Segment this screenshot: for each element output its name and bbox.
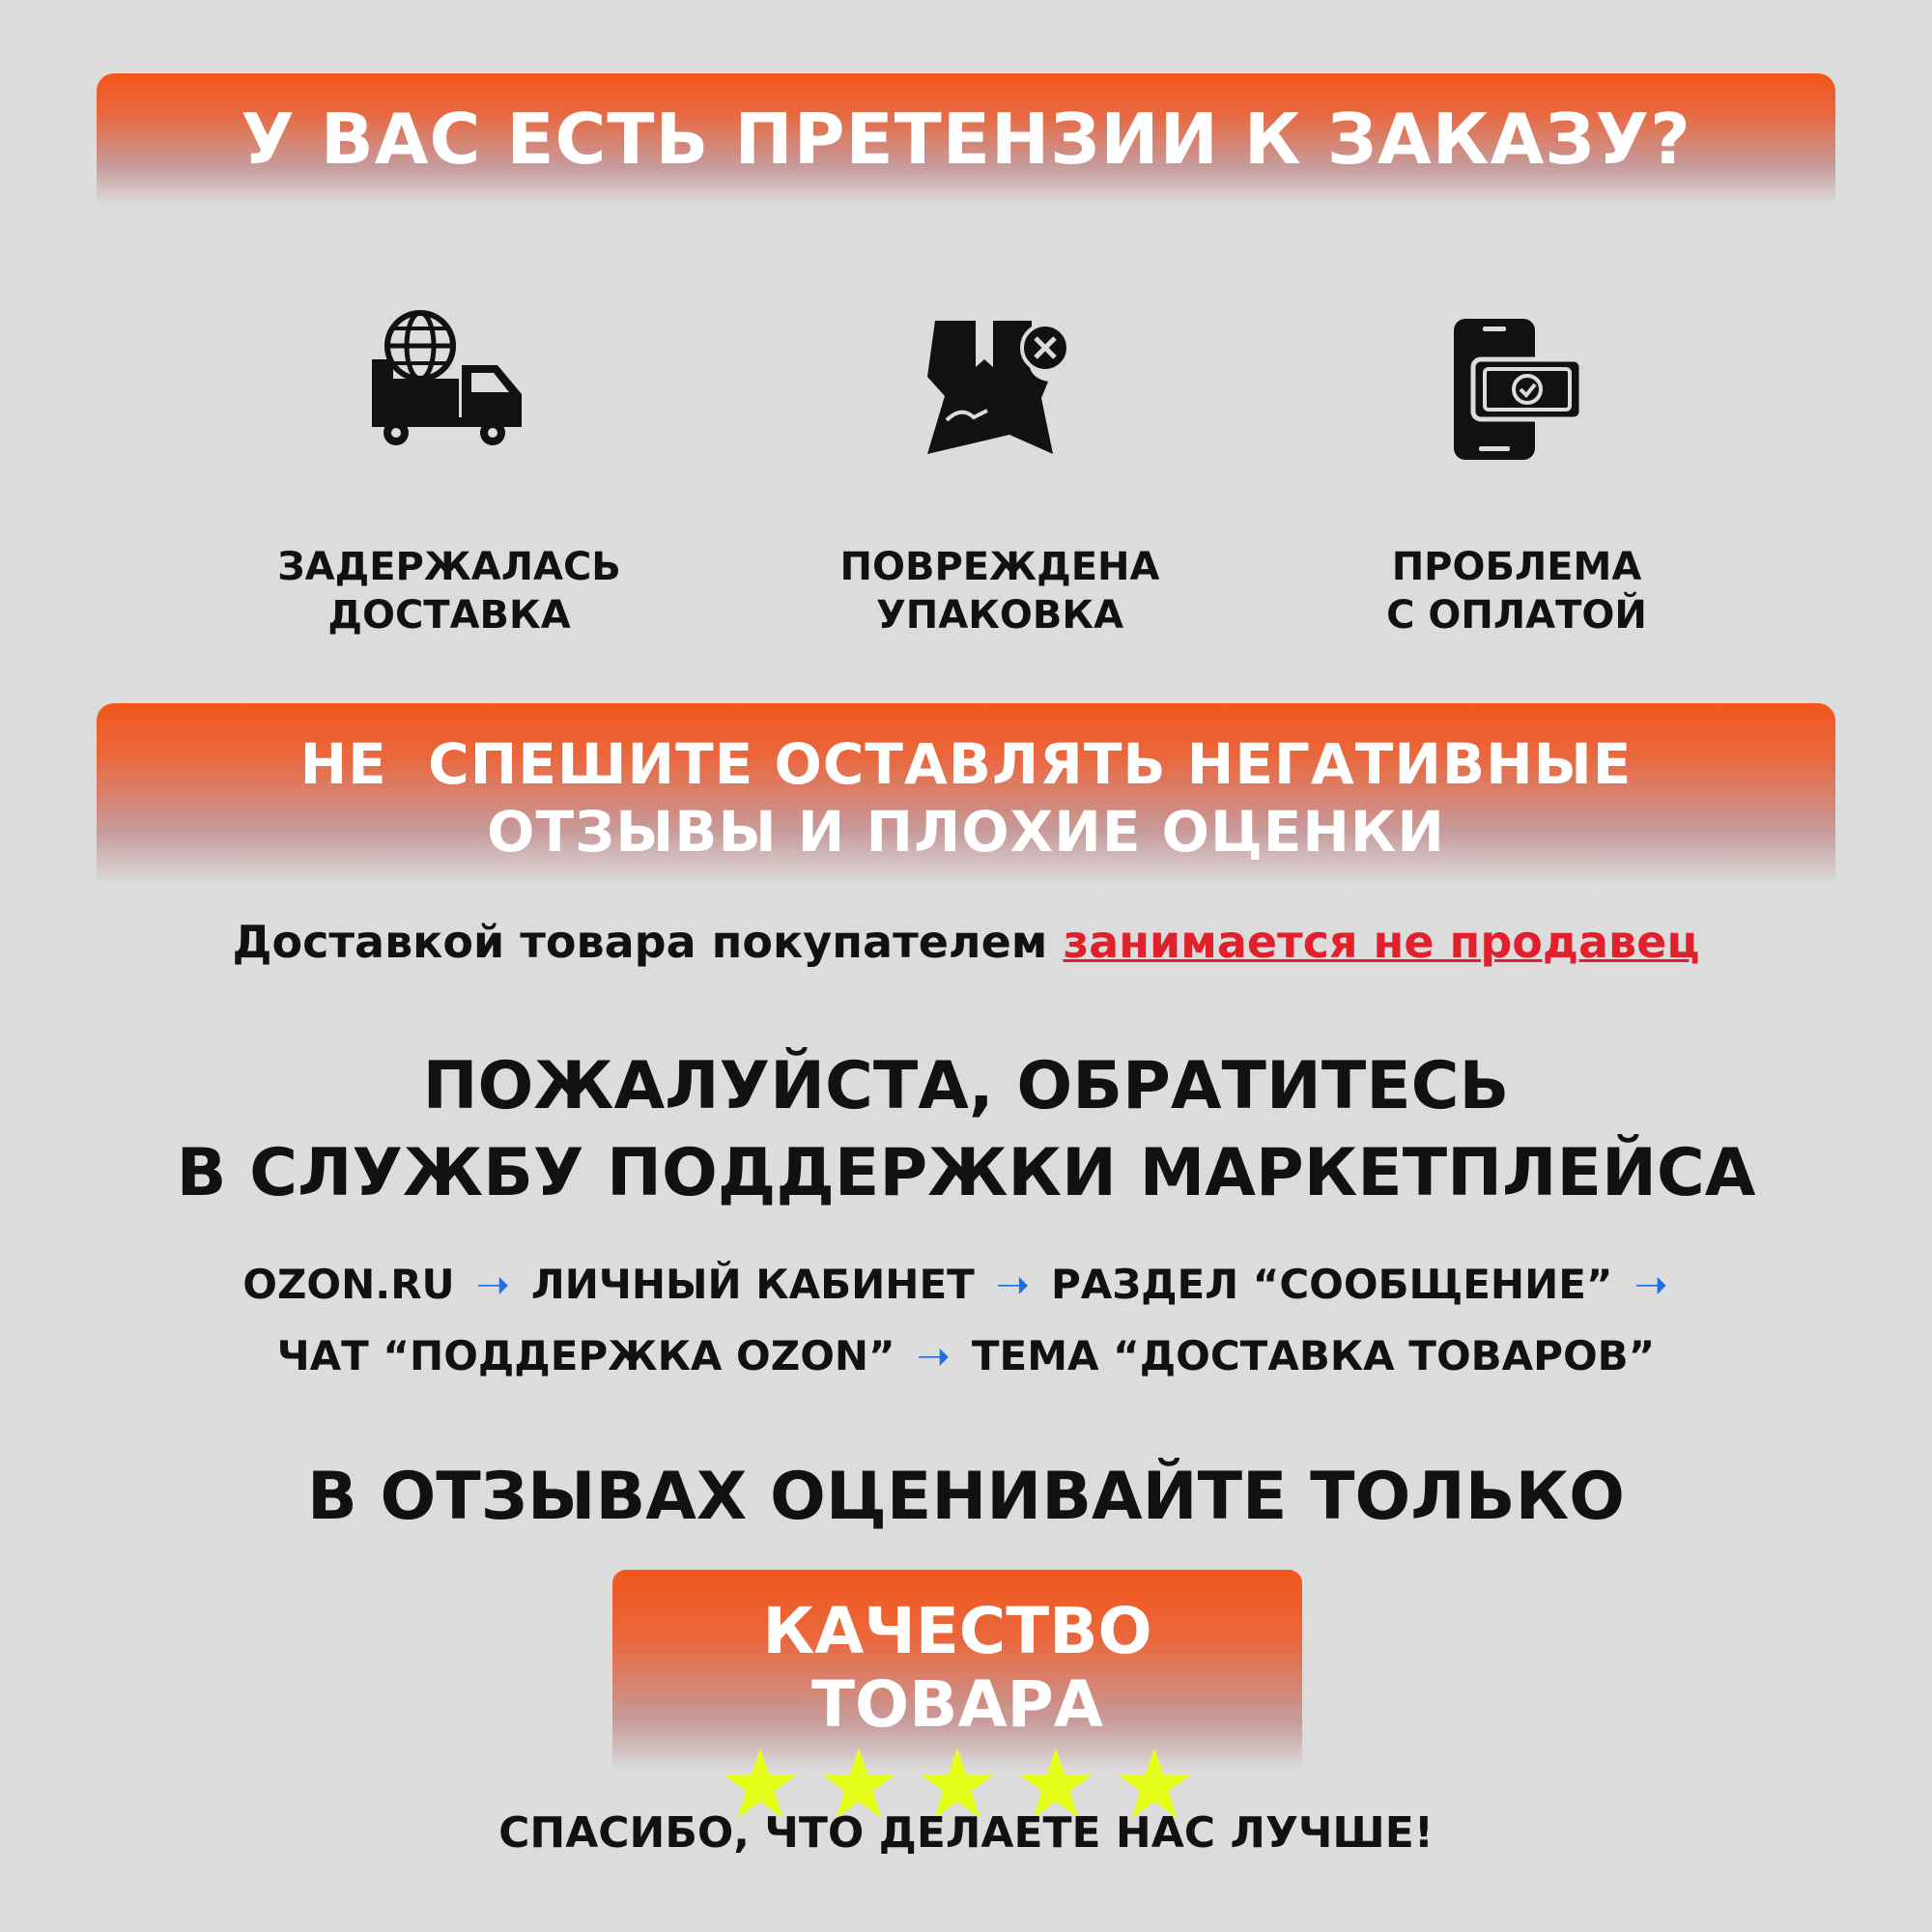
damaged-box-icon [918, 309, 1082, 464]
arrow-right-icon: ➝ [475, 1261, 510, 1308]
label-line: ПРОБЛЕМА [1391, 545, 1642, 589]
problem-delivery [198, 309, 700, 454]
path-step: ЧАТ “ПОДДЕРЖКА OZON” [276, 1332, 895, 1379]
contact-line-1: ПОЖАЛУЙСТА, ОБРАТИТЕСЬ [422, 1048, 1510, 1124]
warning-banner [97, 703, 1835, 885]
support-path-row-2 [0, 1327, 1932, 1385]
problem-label-package [749, 543, 1251, 639]
delivery-note-text: Доставкой товара покупателем [232, 916, 1064, 968]
label-line: ДОСТАВКА [327, 593, 571, 638]
rate-heading: В ОТЗЫВАХ ОЦЕНИВАЙТЕ ТОЛЬКО [307, 1459, 1625, 1535]
arrow-right-icon: ➝ [1634, 1261, 1668, 1308]
delivery-note-highlight: занимается не продавец [1063, 916, 1700, 968]
delivery-truck-globe-icon [367, 309, 531, 454]
problem-payment [1265, 309, 1768, 464]
problem-package [749, 309, 1251, 464]
problem-label-delivery [198, 543, 700, 639]
support-path-row-1 [0, 1256, 1932, 1314]
path-step: ТЕМА “ДОСТАВКА ТОВАРОВ” [971, 1332, 1656, 1379]
path-step: ЛИЧНЫЙ КАБИНЕТ [530, 1261, 975, 1308]
label-line: ЗАДЕРЖАЛАСЬ [277, 545, 621, 589]
path-step: РАЗДЕЛ “СООБЩЕНИЕ” [1050, 1261, 1613, 1308]
path-step: OZON.RU [242, 1261, 455, 1308]
warning-line-2: ОТЗЫВЫ И ПЛОХИЕ ОЦЕНКИ [487, 799, 1445, 865]
arrow-right-icon: ➝ [916, 1332, 951, 1379]
quality-title: КАЧЕСТВО ТОВАРА [762, 1594, 1152, 1742]
contact-line-2: В СЛУЖБУ ПОДДЕРЖКИ МАРКЕТПЛЕЙСА [176, 1135, 1756, 1211]
delivery-note [0, 916, 1932, 968]
contact-heading [0, 1043, 1932, 1217]
page-title: У ВАС ЕСТЬ ПРЕТЕНЗИИ К ЗАКАЗУ? [241, 99, 1691, 180]
warning-line-1: НЕ СПЕШИТЕ ОСТАВЛЯТЬ НЕГАТИВНЫЕ [299, 731, 1633, 797]
thanks-text: СПАСИБО, ЧТО ДЕЛАЕТЕ НАС ЛУЧШЕ! [498, 1808, 1434, 1858]
problem-label-payment [1265, 543, 1768, 639]
label-line: УПАКОВКА [875, 593, 1124, 638]
phone-payment-icon [1444, 309, 1589, 464]
arrow-right-icon: ➝ [995, 1261, 1030, 1308]
label-line: С ОПЛАТОЙ [1386, 593, 1647, 638]
header-banner [97, 73, 1835, 205]
label-line: ПОВРЕЖДЕНА [839, 545, 1160, 589]
quality-badge [612, 1570, 1302, 1771]
